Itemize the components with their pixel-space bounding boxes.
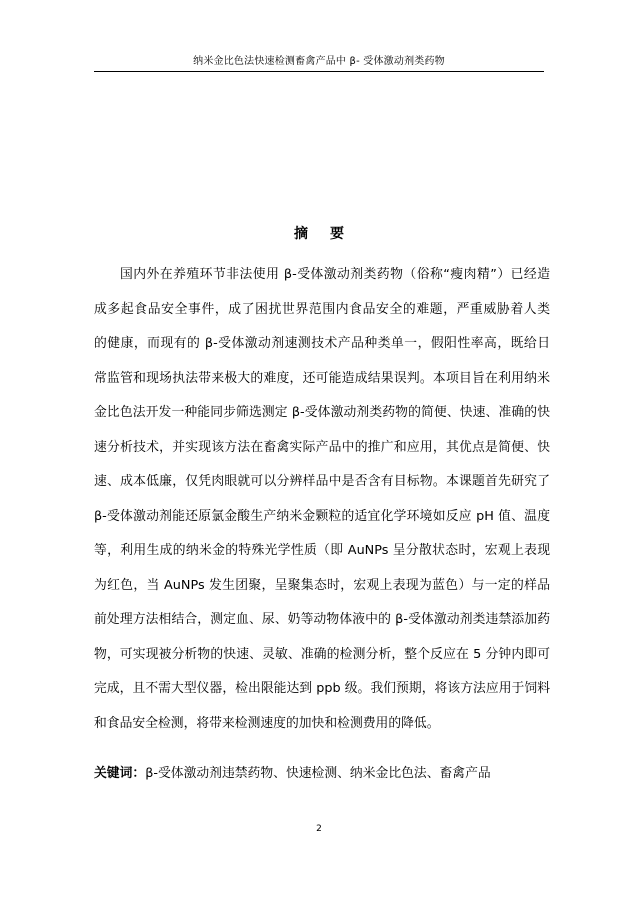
- abstract-line-11: 前处理方法相结合，测定血、尿、奶等动物体液中的 β-受体激动剂类违禁添加药: [94, 612, 550, 627]
- abstract-line-12: 物，可实现被分析物的快速、灵敏、准确的检测分析，整个反应在 5 分钟内即可: [94, 646, 550, 662]
- abstract-title-char-1: 摘: [294, 226, 308, 242]
- abstract-line-5: 金比色法开发一种能同步筛选测定 β-受体激动剂类药物的简便、快速、准确的快: [94, 405, 550, 420]
- page-number: 2: [316, 824, 322, 834]
- header-rule: [94, 71, 544, 72]
- abstract-line-3: 的健康，而现有的 β-受体激动剂速测技术产品种类单一，假阳性率高，既给日: [94, 336, 550, 351]
- keywords-line: [94, 762, 550, 786]
- abstract-line-8: β-受体激动剂能还原氯金酸生产纳米金颗粒的适宜化学环境如反应 pH 值、温度: [94, 508, 550, 524]
- running-header: 纳米金比色法快速检测畜禽产品中 β- 受体激动剂类药物: [193, 56, 445, 67]
- abstract-line-14: 和食品安全检测，将带来检测速度的加快和检测费用的降低。: [94, 715, 440, 731]
- abstract-line-4: 常监管和现场执法带来极大的难度，还可能造成结果误判。本项目旨在利用纳米: [94, 370, 550, 386]
- abstract-title: [0, 224, 638, 244]
- abstract-line-2: 成多起食品安全事件，成了困扰世界范围内食品安全的难题，严重威胁着人类: [94, 301, 550, 317]
- abstract-line-1: 国内外在养殖环节非法使用 β-受体激动剂类药物（俗称“瘦肉精”）已经造: [120, 267, 550, 282]
- keywords-label: 关键词：: [94, 766, 146, 781]
- abstract-line-7: 速、成本低廉，仅凭肉眼就可以分辨样品中是否含有目标物。本课题首先研究了: [94, 474, 550, 489]
- abstract-line-9: 等，利用生成的纳米金的特殊光学性质（即 AuNPs 呈分散状态时，宏观上表现: [94, 543, 550, 558]
- abstract-title-char-2: 要: [330, 226, 344, 242]
- abstract-body: [94, 261, 550, 744]
- keywords-text: β-受体激动剂违禁药物、快速检测、纳米金比色法、畜禽产品: [145, 766, 491, 781]
- abstract-line-13: 完成，且不需大型仪器，检出限能达到 ppb 级。我们预期，将该方法应用于饲料: [94, 681, 550, 696]
- abstract-line-6: 速分析技术，并实现该方法在畜禽实际产品中的推广和应用，其优点是简便、快: [94, 439, 550, 455]
- abstract-line-10: 为红色，当 AuNPs 发生团聚，呈聚集态时，宏观上表现为蓝色）与一定的样品: [94, 577, 550, 593]
